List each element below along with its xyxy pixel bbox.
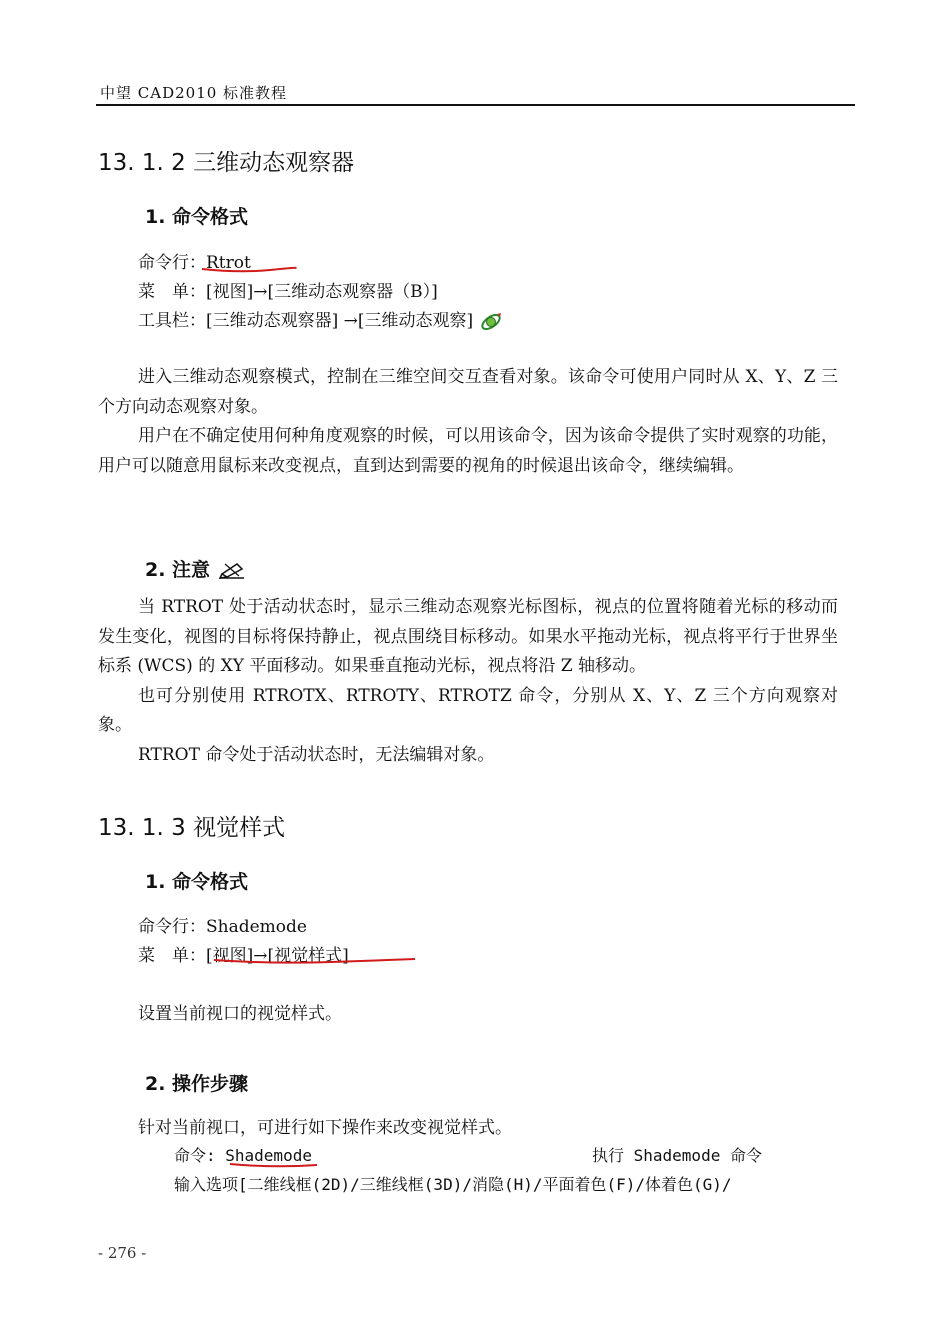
note-body <box>98 593 838 770</box>
subheading-command-format: 1. 命令格式 <box>145 206 249 228</box>
paragraph: 进入三维动态观察模式，控制在三维空间交互查看对象。该命令可使用户同时从 X、Y、Z 三个方向动态观察对象。 <box>98 367 838 417</box>
note-pencil-icon <box>217 560 247 582</box>
subheading-note <box>145 555 247 582</box>
section-heading-13-1-2: 13. 1. 2 三维动态观察器 <box>98 150 355 176</box>
subheading-steps: 2. 操作步骤 <box>145 1073 249 1095</box>
red-underline-annotation <box>212 954 418 966</box>
running-header: 中望 CAD2010 标准教程 <box>100 84 288 102</box>
page-number: - 276 - <box>98 1244 147 1262</box>
toolbar-path-label: 工具栏：[三维动态观察器] →[三维动态观察] <box>138 311 474 331</box>
section-heading-13-1-3: 13. 1. 3 视觉样式 <box>98 815 286 841</box>
visual-style-description: 设置当前视口的视觉样式。 <box>138 1004 342 1024</box>
steps-intro: 针对当前视口，可进行如下操作来改变视觉样式。 <box>138 1118 512 1138</box>
red-underline-annotation <box>200 264 298 274</box>
paragraph: 当 RTROT 处于活动状态时，显示三维动态观察光标图标，视点的位置将随着光标的移动而发生变化，视图的目标将保持静止，视点围绕目标移动。如果水平拖动光标，视点将平行于世界坐标系 (WCS) 的 XY 平面移动。如果垂直拖动光标，视点将沿 Z 轴移动。 <box>98 597 838 676</box>
command-prompt-line: 命令: Shademode <box>174 1146 312 1165</box>
orbit-icon <box>479 311 503 333</box>
paragraph: 也可分别使用 RTROTX、RTROTY、RTROTZ 命令，分别从 X、Y、Z 三个方向观察对象。 <box>98 685 838 735</box>
command-options-line: 输入选项[二维线框(2D)/三维线框(3D)/消隐(H)/平面着色(F)/体着色(G)/ <box>174 1175 732 1194</box>
toolbar-path-text <box>138 306 503 333</box>
command-line-text: 命令行：Rtrot <box>138 253 251 273</box>
paragraph: 用户在不确定使用何种角度观察的时候，可以用该命令，因为该命令提供了实时观察的功能，用户可以随意用鼠标来改变视点，直到达到需要的视角的时候退出该命令，继续编辑。 <box>98 426 838 476</box>
paragraph: RTROT 命令处于活动状态时，无法编辑对象。 <box>138 744 495 765</box>
menu-path-text: 菜 单：[视图]→[三维动态观察器（B）] <box>138 282 438 302</box>
command-comment: 执行 Shademode 命令 <box>592 1146 762 1165</box>
header-rule <box>96 104 855 106</box>
note-heading-label: 2. 注意 <box>145 559 211 581</box>
section1-body <box>98 363 838 481</box>
subheading-command-format-2: 1. 命令格式 <box>145 871 249 893</box>
command-line-text-2: 命令行：Shademode <box>138 917 307 937</box>
menu-path-text-2: 菜 单：[视图]→[视觉样式] <box>138 946 349 966</box>
red-underline-annotation <box>228 1160 320 1170</box>
